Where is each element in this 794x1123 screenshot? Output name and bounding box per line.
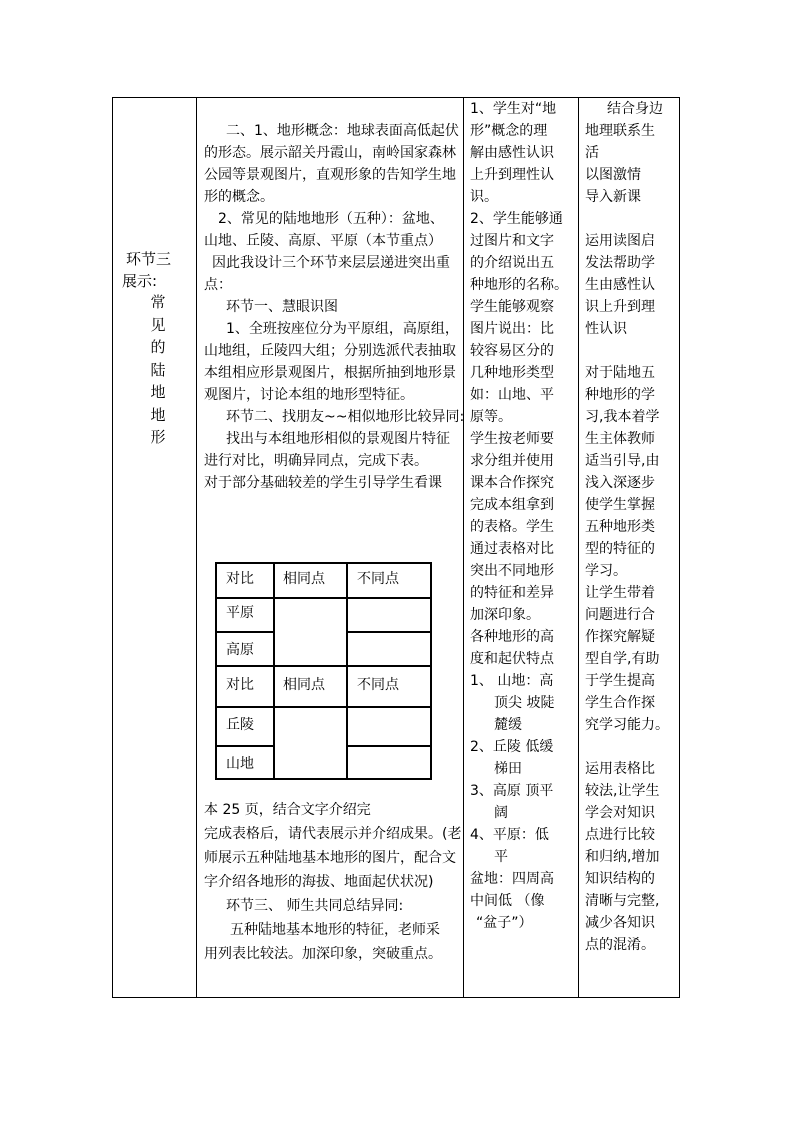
content-line: 环节一、慧眼识图 [226,299,338,315]
content-line: 本组相应形景观图片，根据所抽到地形景 [204,365,456,381]
intent-line: 习,我本着学 [585,409,660,425]
comparison-table [215,562,432,780]
table-rule [215,706,432,708]
content-line: 点： [204,277,232,293]
table-rule [215,665,432,667]
intent-line: 学会对知识 [585,805,655,821]
activity-line: 原等。 [470,409,512,425]
intent-line: 适当引导,由 [585,453,660,469]
table-header-cell: 对比 [226,571,254,587]
landform-item: 4、平原：低 [470,827,549,843]
activity-line: 解由感性认识 [470,145,554,161]
activity-line: 种地形的名称。 [470,277,568,293]
table-rule [215,745,275,747]
topic-char: 见 [150,315,166,334]
activity-line: 1、学生对“地 [470,101,557,117]
stage-label [126,248,171,270]
content-line: 环节三、 师生共同总结异同: [226,898,404,914]
intent-line: 究学习能力。 [585,717,669,733]
table-rule [215,631,275,633]
activity-line: 如：山地、平 [470,387,554,403]
intent-line: 识上升到理 [585,299,655,315]
table-rule [347,631,432,633]
landform-item: 麓缓 [494,717,522,733]
activity-line: 较容易区分的 [470,343,554,359]
activity-line: 学生能够观察 [470,299,554,315]
activity-line: 求分组并使用 [470,453,554,469]
table-row-label: 丘陵 [226,717,254,733]
topic-char: 常 [150,293,166,311]
intent-line: 性认识 [585,321,627,337]
topic-char: 形 [150,428,166,446]
activity-line: 突出不同地形 [470,563,554,579]
table-rule [347,745,432,747]
intent-line [585,736,669,758]
content-line: 因此我设计三个环节来层层递进突出重 [212,255,450,271]
stage-label-line: 环节三 [126,250,172,268]
column-divider [578,97,579,998]
table-row-label: 平原 [226,605,254,621]
intent-line: 运用读图启 [585,233,655,249]
content-line: 师展示五种陆地基本地形的图片，配合文 [204,850,456,866]
intent-line: 型自学,有助 [585,651,660,667]
activity-line: 学生按老师要 [470,431,554,447]
intent-line: 学生合作探 [585,695,655,711]
table-row-label: 山地 [226,756,254,772]
content-line: 进行对比，明确异同点，完成下表。 [204,453,428,469]
intent-line: 问题进行合 [585,607,655,623]
activity-line: 形”概念的理 [470,123,548,139]
table-header-cell: 不同点 [357,677,399,693]
student-activity [470,98,568,934]
activity-line: 盆地：四周高 [470,871,554,887]
content-line: 完成表格后，请代表展示并介绍成果。(老 [204,826,462,842]
landform-item: 平 [494,849,508,865]
content-line: 的形态。展示韶关丹霞山，南岭国家森林 [204,145,456,161]
activity-line: 识。 [470,189,498,205]
intent-line: 导入新课 [585,189,641,205]
table-rule [215,597,432,599]
intent-line: 五种地形类 [585,519,655,535]
intent-line: 种地形的学 [585,387,655,403]
landform-item: 顶尖 坡陡 [494,695,555,711]
table-rule [346,562,348,780]
landform-item: 梯田 [494,761,522,777]
intent-line: 点的混淆。 [585,937,655,953]
stage-label [122,270,157,292]
intent-line: 活 [585,145,599,161]
intent-line: 和归纳,增加 [585,849,660,865]
intent-line: 浅入深逐步 [585,475,655,491]
intent-line: 点进行比较 [585,827,655,843]
table-rule [273,562,275,780]
activity-line: 中间低 （像 [470,893,545,909]
content-line: 1、全班按座位分为平原组，高原组， [226,321,459,337]
table-header-cell: 不同点 [357,571,399,587]
content-block [204,798,461,966]
stage-label-line: 展示: [122,272,158,290]
intent-line: 知识结构的 [585,871,655,887]
activity-line: 度和起伏特点 [470,651,554,667]
activity-line: 2、学生能够通 [470,211,563,227]
activity-line: 通过表格对比 [470,541,554,557]
content-line: 本 25 页，结合文字介绍完 [204,802,371,818]
content-line: 二、1、地形概念：地球表面高低起伏 [226,123,459,139]
content-block [204,120,464,494]
intent-line: 结合身边 [607,101,663,117]
activity-line: 各种地形的高 [470,629,554,645]
content-line: 观图片，讨论本组的地形型特征。 [204,387,414,403]
activity-line: 的介绍说出五 [470,255,554,271]
topic-char: 陆 [150,360,166,379]
intent-line: 对于陆地五 [585,365,655,381]
content-line: 找出与本组地形相似的景观图片特征 [226,431,450,447]
content-line: 字介绍各地形的海拔、地面起伏状况) [204,874,434,890]
content-line: 环节二、找朋友~~相似地形比较异同: [226,409,465,425]
content-line: 山地组，丘陵四大组；分别选派代表抽取 [204,343,456,359]
topic-vertical [148,291,168,449]
topic-char: 的 [150,338,166,356]
intent-line: 使学生掌握 [585,497,655,513]
intent-line: 较法,让学生 [585,783,660,799]
landform-item: 2、丘陵 低缓 [470,739,554,755]
activity-line: “盆子”） [476,915,533,931]
intent-line: 减少各知识 [585,915,655,931]
activity-line: 加深印象。 [470,607,540,623]
content-line: 五种陆地基本地形的特征，老师采 [230,922,440,938]
activity-line: 图片说出：比 [470,321,554,337]
activity-line: 完成本组拿到 [470,497,554,513]
content-line: 对于部分基础较差的学生引导学生看课 [204,475,442,491]
landform-item: 1、 山地：高 [470,673,554,689]
table-header-cell: 相同点 [283,571,325,587]
intent-line: 清晰与完整, [585,893,660,909]
content-line: 公园等景观图片，直观形象的告知学生地 [204,167,456,183]
intent-line: 型的特征的 [585,541,655,557]
activity-line: 上升到理性认 [470,167,554,183]
activity-line: 的特征和差异 [470,585,554,601]
content-line: 山地、丘陵、高原、平原（本节重点） [204,233,442,249]
table-row-label: 高原 [226,642,254,658]
activity-line: 课本合作探究 [470,475,554,491]
activity-line: 几种地形类型 [470,365,554,381]
intent-line [585,340,669,362]
table-header-cell: 对比 [226,677,254,693]
topic-char: 地 [150,383,166,401]
intent-line: 生主体教师 [585,431,655,447]
intent-line: 运用表格比 [585,761,655,777]
activity-line: 过图片和文字 [470,233,554,249]
content-line: 用列表比较法。加深印象，突破重点。 [204,946,442,962]
intent-line: 以图激情 [585,167,641,183]
content-line: 2、常见的陆地地形（五种）：盆地、 [218,211,444,227]
intent-line: 作探究解疑 [585,629,655,645]
topic-char: 地 [150,405,166,424]
table-header-cell: 相同点 [283,677,325,693]
intent-line: 学习。 [585,563,627,579]
intent-line [585,208,669,230]
intent-line: 于学生提高 [585,673,655,689]
design-intent [585,98,669,956]
intent-line: 让学生带着 [585,585,655,601]
activity-line: 的表格。学生 [470,519,554,535]
intent-line: 地理联系生 [585,123,655,139]
landform-item: 3、高原 顶平 [470,783,554,799]
column-divider [196,97,197,998]
intent-line: 生由感性认 [585,277,655,293]
intent-line: 发法帮助学 [585,255,655,271]
content-line: 形的概念。 [204,189,274,205]
landform-item: 阔 [494,805,508,821]
